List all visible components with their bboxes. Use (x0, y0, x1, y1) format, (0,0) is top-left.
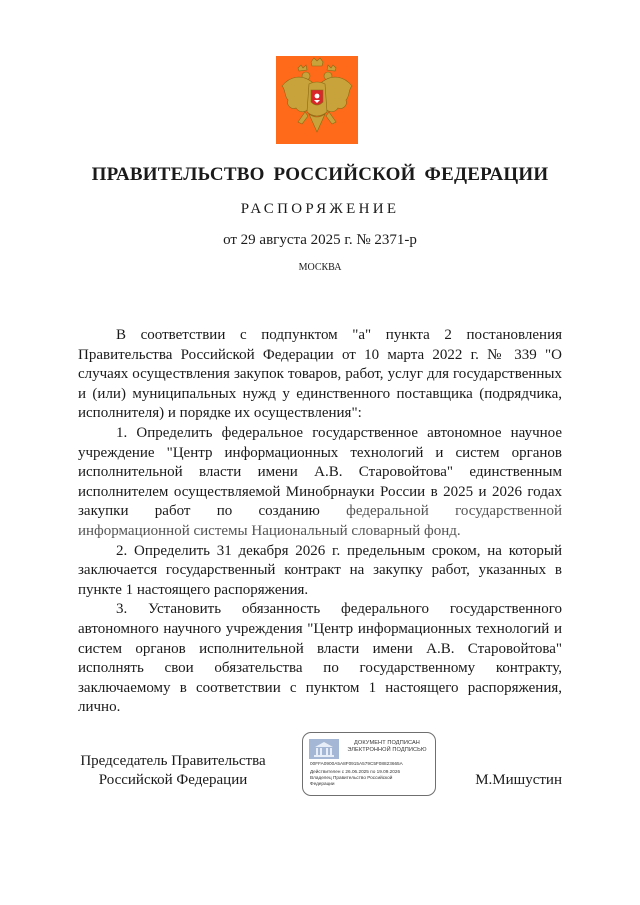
stamp-validity: Действителен с 26.06.2025 по 19.09.2026 (310, 769, 401, 774)
stamp-title (341, 740, 433, 754)
item-1-paragraph (78, 424, 562, 542)
signatory-position-line-2: Российской Федерации (98, 772, 248, 788)
document-body (78, 326, 562, 718)
document-city: МОСКВА (298, 262, 342, 273)
stamp-owner-line-1: Владелец Правительство Российской (310, 775, 393, 780)
stamp-title-line-1: ДОКУМЕНТ ПОДПИСАН (354, 740, 420, 746)
item-3-paragraph: 3. Установить обязанность федерального государственного автономного научного учреждения "Центр информационных технологий и систем органов исполнительной власти имени А.В. Старовойтова" исполнять свои обязательства по государственному контракту, заключаемому в соответствии с пунктом 1 настоящего распоряжения, лично. (78, 601, 562, 716)
stamp-certificate: 00FFA0900A5A8F0915A579C5F08823665A (310, 761, 403, 766)
signatory-position (78, 752, 268, 790)
coat-of-arms-emblem (276, 56, 358, 144)
item-2-paragraph: 2. Определить 31 декабря 2026 г. предельным сроком, на который заключается государственный контракт на закупку работ, указанных в пункте 1 настоящего распоряжения. (78, 542, 562, 598)
document-date-number: от 29 августа 2025 г. № 2371-р (223, 232, 417, 248)
preamble-paragraph: В соответствии с подпунктом "а" пункта 2 постановления Правительства Российской Федерации от 10 марта 2022 г. № 339 "О случаях осуществления закупок товаров, работ, услуг для государственных и (или) муниципальных нужд у единственного поставщика (подрядчика, исполнителя) и порядке их осуществления": (78, 327, 562, 422)
government-building-icon (309, 739, 339, 759)
stamp-owner-line-2: Федерации (310, 781, 335, 786)
stamp-title-line-2: ЭЛЕКТРОННОЙ ПОДПИСЬЮ (347, 747, 427, 753)
signatory-position-line-1: Председатель Правительства (80, 753, 266, 769)
item-1-text: 1. Определить федеральное государственное автономное научное учреждение "Центр информационных технологий и систем органов исполнительной власти имени А.В. Старовойтова" единственным исполнителем осуществляемой Минобрнауки России в 2025 и 2026 годах закупки работ по созданию (78, 424, 562, 520)
item-1-tail: федеральной государственной информационной системы Национальный словарный фонд. (78, 503, 562, 539)
government-title: ПРАВИТЕЛЬСТВО РОССИЙСКОЙ ФЕДЕРАЦИИ (91, 164, 549, 185)
signatory-name: М.Мишустин (475, 772, 562, 788)
electronic-signature-stamp (302, 732, 436, 796)
document-type: РАСПОРЯЖЕНИЕ (240, 201, 400, 217)
